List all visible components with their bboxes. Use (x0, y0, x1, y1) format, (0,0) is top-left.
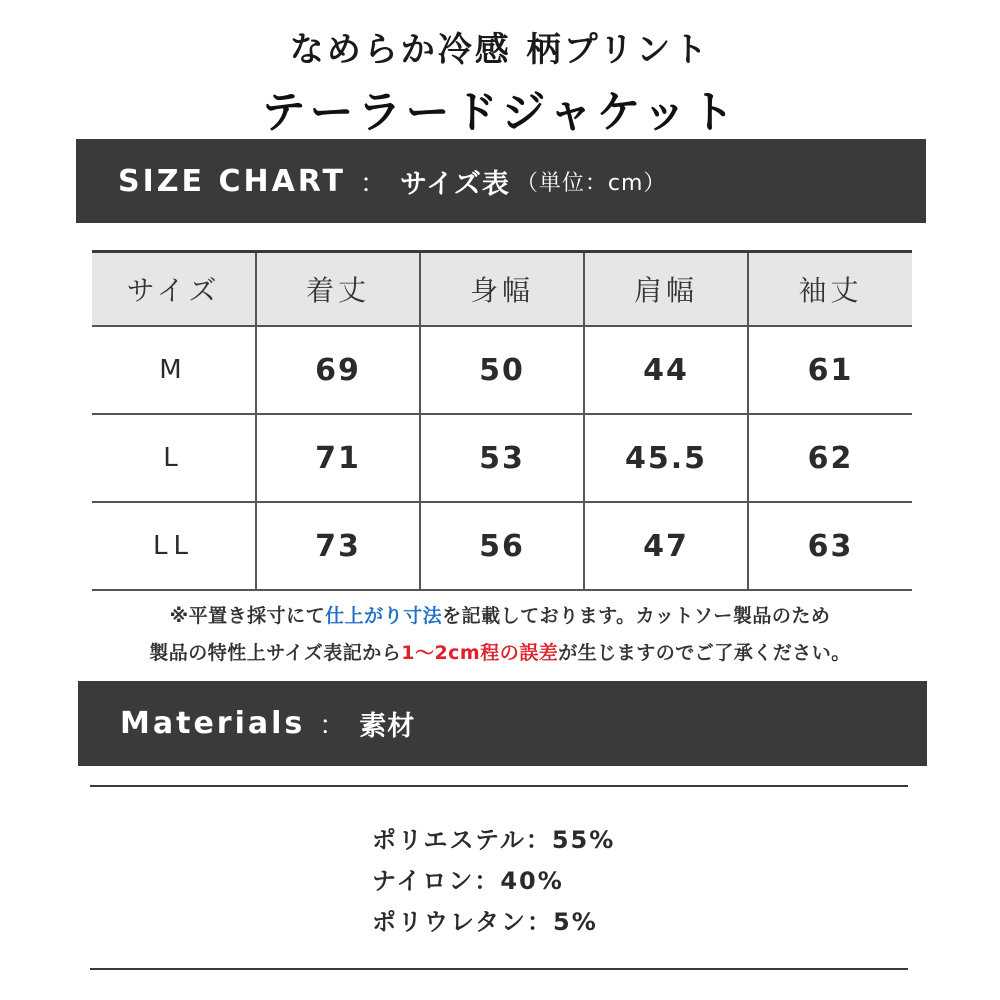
table-cell: 56 (420, 502, 584, 590)
product-title-line1: なめらか冷感 柄プリント (289, 30, 711, 70)
measurement-note-line1 (0, 601, 1000, 628)
size-label: LL (92, 502, 256, 590)
size-chart-unit: （単位：cm） (515, 170, 667, 196)
product-title-line2: テーラードジャケット (261, 87, 739, 138)
table-cell: 63 (748, 502, 912, 590)
materials-list (372, 824, 615, 947)
materials-label-en: Materials (120, 706, 306, 741)
size-table (92, 250, 912, 591)
materials-label-jp: 素材 (359, 711, 416, 742)
table-row (92, 326, 912, 414)
size-chart-label-jp: サイズ表 (400, 168, 510, 200)
table-cell: 71 (256, 414, 420, 502)
table-cell: 61 (748, 326, 912, 414)
note-text: 製品の特性上サイズ表記から (149, 642, 402, 664)
size-chart-separator: ： (360, 168, 387, 199)
table-cell: 53 (420, 414, 584, 502)
table-row (92, 502, 912, 590)
material-item: ポリウレタン：5% (372, 908, 598, 936)
material-item: ポリエステル：55% (372, 826, 616, 854)
material-item: ナイロン：40% (372, 867, 564, 895)
measurement-note-line2 (0, 638, 1000, 665)
table-cell: 47 (584, 502, 748, 590)
size-chart-banner (76, 139, 926, 223)
header-size: サイズ (92, 252, 256, 327)
table-cell: 45.5 (584, 414, 748, 502)
table-cell: 44 (584, 326, 748, 414)
table-cell: 73 (256, 502, 420, 590)
table-cell: 69 (256, 326, 420, 414)
materials-banner (78, 681, 927, 766)
materials-separator: ： (319, 711, 346, 741)
size-label: L (92, 414, 256, 502)
table-cell: 62 (748, 414, 912, 502)
note-text: が生じますのでご了承ください。 (558, 642, 851, 664)
header-chest-width: 身幅 (420, 252, 584, 327)
size-chart-label-en: SIZE CHART (118, 163, 347, 199)
note-highlight-tolerance: 1〜2cm程の誤差 (401, 642, 559, 664)
header-sleeve-length: 袖丈 (748, 252, 912, 327)
header-length: 着丈 (256, 252, 420, 327)
size-table-header-row (92, 252, 912, 327)
divider (90, 968, 908, 970)
note-highlight-finished-size: 仕上がり寸法 (325, 605, 443, 627)
size-label: M (92, 326, 256, 414)
note-text: ※平置き採寸にて (169, 605, 326, 627)
table-row (92, 414, 912, 502)
table-cell: 50 (420, 326, 584, 414)
header-shoulder-width: 肩幅 (584, 252, 748, 327)
note-text: を記載しております。カットソー製品のため (442, 605, 831, 627)
divider (90, 785, 908, 787)
